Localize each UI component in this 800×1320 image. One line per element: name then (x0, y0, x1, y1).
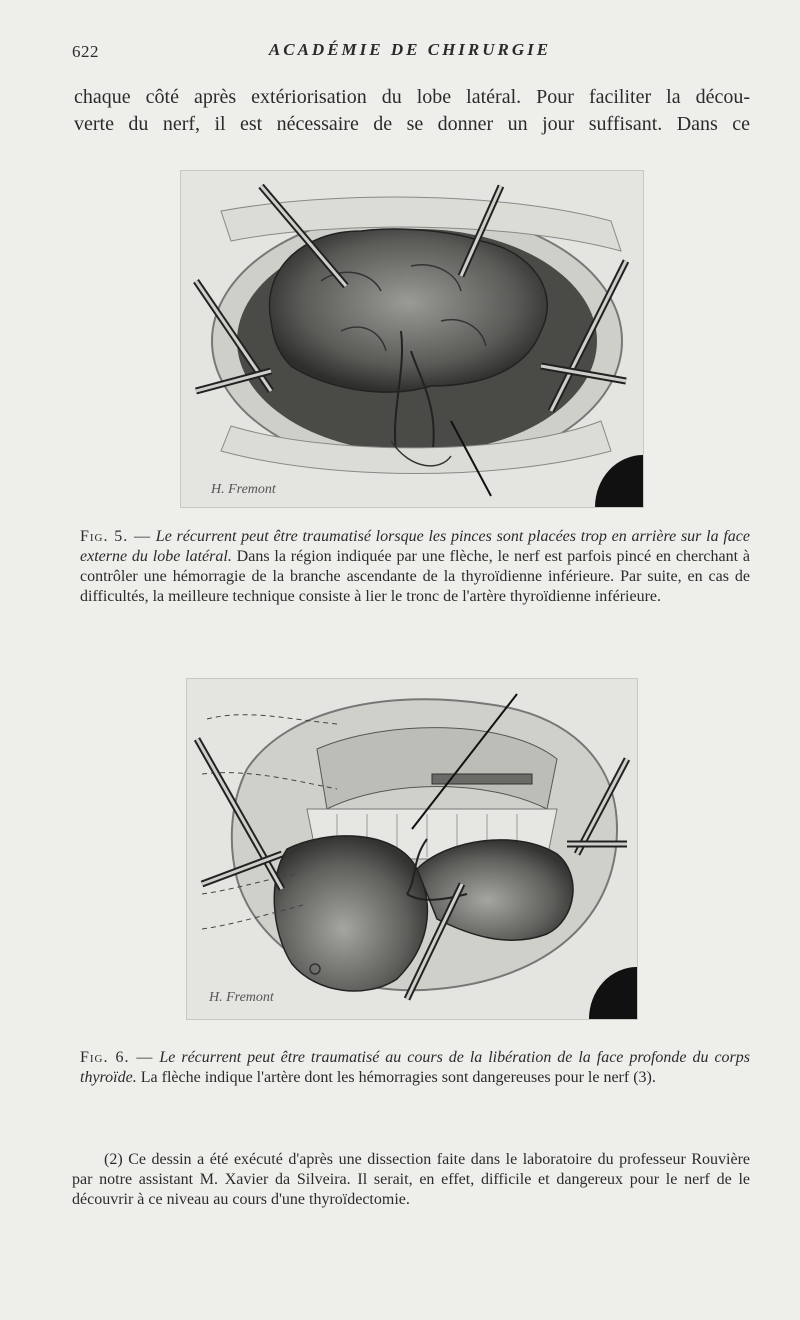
figure-5-caption (80, 527, 750, 607)
footnote-text: (2) Ce dessin a été exécuté d'après une dissection faite dans le laboratoire du professeur Rouvière par notre assistant M. Xavier da Silveira. Il serait, en effet, difficile et dangereux pour le nerf de le découvrir à ce niveau au cours d'une thyroïdectomie. (72, 1151, 750, 1208)
figure-5-caption-text: Dans la région indiquée par une flèche, le nerf est parfois pincé en cherchant à contrôler une hémorragie de la branche ascendante de la thyroïdienne inférieure. Par suite, en cas de difficultés, la meilleure technique consiste à lier le tronc de l'artère thyroïdienne inférieure. (80, 548, 751, 605)
figure-6-caption-text: La flèche indique l'artère dont les hémorragies sont dangereuses pour le nerf (3). (140, 1069, 656, 1086)
intro-paragraph (74, 84, 750, 138)
intro-line-1: chaque côté après extériorisation du lobe latéral. Pour faciliter la décou- (74, 86, 750, 108)
intro-line-2: verte du nerf, il est nécessaire de se donner un jour suffisant. Dans ce (74, 113, 750, 135)
footnote (72, 1150, 750, 1210)
figure-5-label: Fig. 5. — (80, 528, 152, 545)
figure-6-signature: H. Fremont (209, 990, 274, 1005)
figure-6-drawing (187, 679, 637, 1019)
page-number: 622 (72, 42, 99, 61)
figure-5-drawing (181, 171, 643, 507)
figure-5-signature: H. Fremont (211, 482, 276, 497)
figure-6-caption (80, 1048, 750, 1088)
figure-6-label: Fig. 6. — (80, 1049, 154, 1066)
figure-5-caption-italic: Le récurrent peut être traumatisé lorsque les pinces sont placées trop en arrière sur la face externe du lobe latéral. (80, 528, 751, 565)
figure-6-caption-italic: Le récurrent peut être traumatisé au cours de la libération de la face profonde du corps thyroïde. (80, 1049, 751, 1086)
figure-6-illustration (186, 678, 638, 1020)
running-title: ACADÉMIE DE CHIRURGIE (268, 40, 552, 59)
figure-5-illustration (180, 170, 644, 508)
